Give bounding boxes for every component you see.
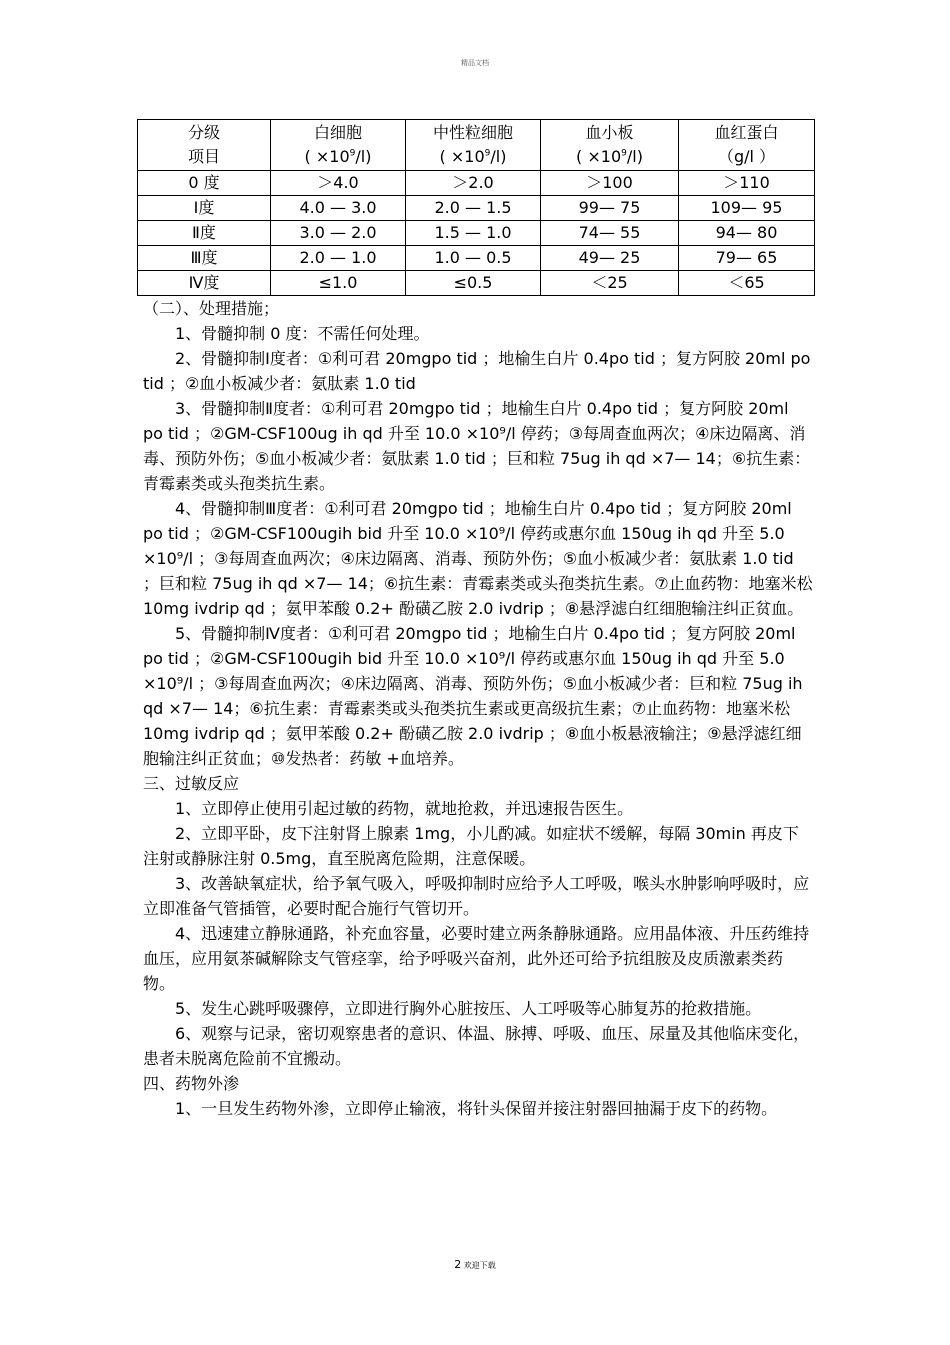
- table-cell: 1.5 — 1.0: [406, 221, 541, 246]
- document-body: [143, 296, 813, 1121]
- table-cell: 109— 95: [679, 196, 815, 221]
- page-footer: [0, 1258, 950, 1271]
- paragraph: 5、发生心跳呼吸骤停，立即进行胸外心脏按压、人工呼吸等心肺复苏的抢救措施。: [175, 999, 762, 1018]
- header-cell-grade: 分级 项目: [138, 120, 271, 171]
- table-cell: ≤0.5: [406, 271, 541, 296]
- paragraph: 4、骨髓抑制Ⅲ度者：①利可君 20mgpo tid ；地榆生白片 0.4po tid ；复方阿胶 20ml po tid ；②GM-CSF100ugih bid 升至 10.0 ×10⁹/l 停药或惠尔血 150ug ih qd 升至 5.0 ×10⁹/l ；③每周查血两次；④床边隔离、消毒、预防外伤；⑤血小板减少者：氨肽素 1.0 tid ；巨和粒 75ug ih qd ×7— 14；⑥抗生素：青霉素类或头孢类抗生素。⑦止血药物：地塞米松 10mg ivdrip qd ；氨甲苯酸 0.2+ 酚磺乙胺 2.0 ivdrip ；⑧悬浮滤白红细胞输注纠正贫血。: [143, 499, 813, 618]
- header-cell-platelet: 血小板 ( $\times 10^9/l$): [541, 120, 679, 171]
- table-cell: ＜65: [679, 271, 815, 296]
- paragraph: 4、迅速建立静脉通路，补充血容量，必要时建立两条静脉通路。应用晶体液、升压药维持血压，应用氨茶碱解除支气管痉挛，给予呼吸兴奋剂，此外还可给予抗组胺及皮质激素类药物。: [143, 924, 810, 993]
- page-number: 2: [454, 1258, 462, 1271]
- table-row: [138, 246, 815, 271]
- section-subheading: （二）、处理措施；: [143, 299, 280, 318]
- footer-text: 欢迎下载: [463, 1261, 496, 1270]
- header-cell-wbc: 白细胞 ( $\times 10^9/l$): [271, 120, 406, 171]
- table-cell: ＞2.0: [406, 171, 541, 196]
- table-row: [138, 221, 815, 246]
- table-cell: ＜25: [541, 271, 679, 296]
- table-cell: ＞110: [679, 171, 815, 196]
- paragraph: 6、观察与记录，密切观察患者的意识、体温、脉搏、呼吸、血压、尿量及其他临床变化，患者未脱离危险前不宜搬动。: [143, 1024, 810, 1068]
- header-cell-neutrophil: 中性粒细胞 ( $\times 10^9/l$): [406, 120, 541, 171]
- table-row: [138, 271, 815, 296]
- table-cell: 2.0 — 1.5: [406, 196, 541, 221]
- table-cell: Ⅰ度: [138, 196, 271, 221]
- table-cell: ＞4.0: [271, 171, 406, 196]
- table-row: [138, 171, 815, 196]
- section-heading: 三、过敏反应: [143, 774, 240, 793]
- table-cell: 2.0 — 1.0: [271, 246, 406, 271]
- table-row: [138, 196, 815, 221]
- section-heading: 四、药物外渗: [143, 1074, 240, 1093]
- table-header-row: [138, 120, 815, 171]
- table-cell: 1.0 — 0.5: [406, 246, 541, 271]
- table-cell: 79— 65: [679, 246, 815, 271]
- paragraph: 2、立即平卧，皮下注射肾上腺素 1mg，小儿酌减。如症状不缓解，每隔 30min 再皮下注射或静脉注射 0.5mg，直至脱离危险期，注意保暖。: [143, 824, 799, 868]
- myelosuppression-grade-table: [137, 119, 815, 296]
- paragraph: 5、骨髓抑制Ⅳ度者：①利可君 20mgpo tid ；地榆生白片 0.4po tid ；复方阿胶 20ml po tid ；②GM-CSF100ugih bid 升至 10.0 ×10⁹/l 停药或惠尔血 150ug ih qd 升至 5.0 ×10⁹/l ；③每周查血两次；④床边隔离、消毒、预防外伤；⑤血小板减少者：巨和粒 75ug ih qd ×7— 14；⑥抗生素：青霉素类或头孢类抗生素或更高级抗生素；⑦止血药物：地塞米松 10mg ivdrip qd ；氨甲苯酸 0.2+ 酚磺乙胺 2.0 ivdrip ；⑧血小板悬液输注；⑨悬浮滤红细胞输注纠正贫血；⑩发热者：药敏 +血培养。: [143, 624, 803, 768]
- table-cell: ＞100: [541, 171, 679, 196]
- paragraph: 1、立即停止使用引起过敏的药物，就地抢救，并迅速报告医生。: [175, 799, 634, 818]
- paragraph: 3、骨髓抑制Ⅱ度者：①利可君 20mgpo tid ；地榆生白片 0.4po tid ；复方阿胶 20ml po tid ；②GM-CSF100ug ih qd 升至 10.0 ×10⁹/l 停药；③每周查血两次；④床边隔离、消毒、预防外伤；⑤血小板减少者：氨肽素 1.0 tid ；巨和粒 75ug ih qd ×7— 14；⑥抗生素：青霉素类或头孢类抗生素。: [143, 399, 811, 493]
- table-cell: 99— 75: [541, 196, 679, 221]
- paragraph: 3、改善缺氧症状，给予氧气吸入，呼吸抑制时应给予人工呼吸，喉头水肿影响呼吸时，应立即准备气管插管，必要时配合施行气管切开。: [143, 874, 810, 918]
- table-cell: 4.0 — 3.0: [271, 196, 406, 221]
- paragraph: 1、一旦发生药物外渗，立即停止输液，将针头保留并接注射器回抽漏于皮下的药物。: [175, 1099, 778, 1118]
- header-cell-hemoglobin: 血红蛋白 （g/l ）: [679, 120, 815, 171]
- table-cell: 49— 25: [541, 246, 679, 271]
- paragraph: 2、骨髓抑制Ⅰ度者：①利可君 20mgpo tid ；地榆生白片 0.4po tid ；复方阿胶 20ml po tid ；②血小板减少者：氨肽素 1.0 tid: [143, 349, 811, 393]
- table-cell: 74— 55: [541, 221, 679, 246]
- table-cell: 94— 80: [679, 221, 815, 246]
- table-cell: ≤1.0: [271, 271, 406, 296]
- table-cell: Ⅱ度: [138, 221, 271, 246]
- table-cell: 0 度: [138, 171, 271, 196]
- page-header: 精品文档: [461, 59, 489, 67]
- paragraph: 1、骨髓抑制 0 度：不需任何处理。: [175, 324, 430, 343]
- table-cell: Ⅲ度: [138, 246, 271, 271]
- table-cell: 3.0 — 2.0: [271, 221, 406, 246]
- table-cell: Ⅳ度: [138, 271, 271, 296]
